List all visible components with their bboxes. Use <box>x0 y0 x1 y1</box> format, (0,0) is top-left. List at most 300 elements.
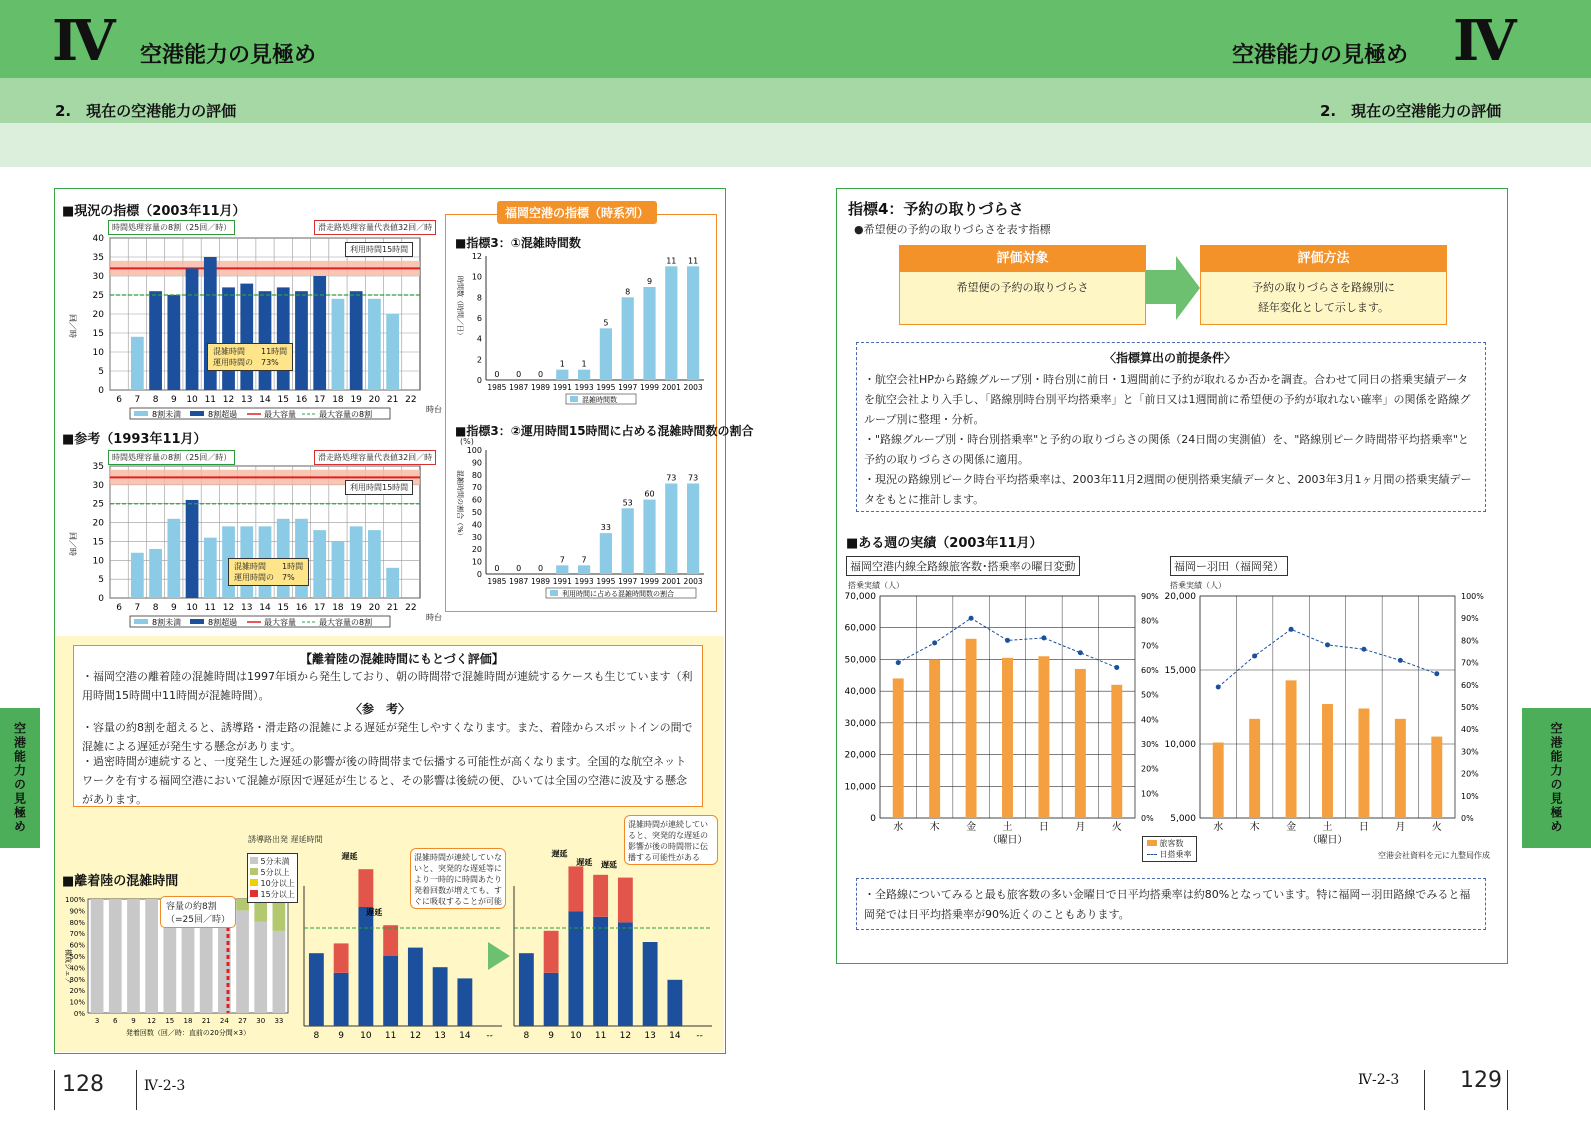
x-tick-label: 15 <box>277 395 289 405</box>
x-tick-label: 9 <box>170 395 177 405</box>
base-bar <box>408 948 423 1026</box>
data-label: 60 <box>644 489 655 499</box>
y-tick-label: 70 <box>471 483 482 493</box>
passenger-bar <box>1213 743 1224 818</box>
bar <box>167 295 180 390</box>
chapter-title-right: 空港能力の見極め <box>1232 43 1409 68</box>
legend-under: 8割未満 <box>152 410 182 419</box>
tag-capacity80-1993: 時間処理容量の8割（25回／時） <box>108 450 235 465</box>
x-tick-label: 9 <box>548 1031 554 1041</box>
delay-label: 遅延 <box>341 852 358 862</box>
x-tick-label: 水 <box>893 822 904 833</box>
x-tick-label: 1995 <box>596 577 616 586</box>
bar <box>556 370 568 380</box>
legend-swatch-under <box>134 619 148 624</box>
method-head: 評価方法 <box>1201 246 1446 272</box>
method-body-2: 経年変化として示します。 <box>1257 301 1390 314</box>
data-label: 1 <box>581 359 587 369</box>
data-label: 5 <box>603 318 609 328</box>
congestion-note-2003-a: 混雑時間 11時間 <box>213 347 288 356</box>
load-factor-point <box>1005 638 1010 643</box>
y-tick-label: 20% <box>69 987 85 996</box>
bar <box>149 549 162 598</box>
y-tick-label: 20 <box>471 545 482 555</box>
x-tick-label: 14 <box>259 603 271 613</box>
load-factor-point <box>1434 671 1439 676</box>
y-tick-label: 0 <box>98 594 104 604</box>
bar <box>578 565 590 574</box>
legend-swatch-over <box>190 411 204 416</box>
y-tick-label: 12 <box>471 252 482 261</box>
bar <box>350 526 363 598</box>
x-tick-label: 木 <box>1249 822 1260 833</box>
delay-label: 遅延 <box>576 857 593 867</box>
y2-tick-label: 10% <box>1461 791 1479 801</box>
bar <box>622 297 634 380</box>
passenger-bar <box>1075 669 1086 818</box>
delay-label: 遅延 <box>366 908 383 918</box>
method-body <box>1201 272 1446 324</box>
x-tick-label: 1993 <box>574 577 594 586</box>
x-tick-label: 10 <box>186 395 198 405</box>
premise-1: ・航空会社HPから路線グループ別・時台別に前日・1週間前に予約が取れるか否かを調査。合わせて同日の搭乗実績データを航空会社より入手し、「路線別時台別平均搭乗率」と「前日又は1週間前に希望便の予約が取れない確率」の関係を路線グループ別に整理・分析。 <box>864 373 1471 426</box>
x-tick-label: 1985 <box>487 383 507 392</box>
x-tick-label: 月 <box>1395 822 1406 833</box>
legend-under: 8割未満 <box>152 618 182 627</box>
stacked-bar <box>91 899 104 1013</box>
page-code-left: Ⅳ-2-3 <box>144 1078 186 1094</box>
x-tick-label: 21 <box>386 603 399 613</box>
share-legend-2: 5分以上 <box>260 868 290 877</box>
x-tick-label: 2003 <box>683 577 703 586</box>
x-tick-label: 18 <box>183 1017 193 1025</box>
data-label: 0 <box>537 370 544 379</box>
y-tick-label: 15 <box>92 537 104 548</box>
weekday-legend <box>1142 836 1197 862</box>
bar <box>332 541 345 598</box>
x-tick-label: 17 <box>313 603 326 613</box>
footer-divider-d <box>1507 1070 1508 1110</box>
x-tick-label: -- <box>696 1031 703 1041</box>
target-body: 希望便の予約の取りづらさ <box>900 272 1145 324</box>
y-tick-label: 70% <box>69 930 85 939</box>
y-tick-label: 25 <box>92 499 104 510</box>
y-tick-label: 40,000 <box>844 687 876 698</box>
load-factor-point <box>1078 650 1083 655</box>
x-tick-label: 12 <box>409 1031 422 1041</box>
data-label: 11 <box>666 256 677 266</box>
x-tick-label: 10 <box>570 1031 582 1041</box>
y-tick-label: 50,000 <box>844 655 876 666</box>
x-tick-label: 8 <box>152 603 159 613</box>
y-tick-label: 15,000 <box>1164 666 1196 676</box>
data-label: 73 <box>688 473 699 483</box>
y-tick-label: 20 <box>92 518 104 529</box>
bar <box>350 291 363 390</box>
x-tick-label: 1985 <box>487 577 507 586</box>
load-factor-point <box>1325 642 1330 647</box>
y-tick-label: 30,000 <box>844 718 876 729</box>
chart-ind3-share <box>450 444 712 604</box>
data-label: 7 <box>559 555 565 565</box>
x-tick-label: 17 <box>313 395 326 405</box>
tag-capacity-2003: 滑走路処理容量代表値32回／時 <box>314 220 436 235</box>
eval-title: 【離着陸の混雑時間にもとづく評価】 <box>300 652 504 666</box>
x-tick-label: 1997 <box>618 383 638 392</box>
legend-over: 8割超過 <box>208 618 238 627</box>
passenger-bar <box>1322 704 1333 818</box>
data-label: 0 <box>537 564 544 573</box>
y-tick-label: 50% <box>69 953 85 961</box>
y-tick-label: 8 <box>476 293 482 303</box>
y-tick-label: 10 <box>92 348 104 358</box>
bar <box>332 299 345 390</box>
x-tick-label: 8 <box>152 395 159 405</box>
y2-tick-label: 60% <box>1461 680 1479 690</box>
x-tick-label: 9 <box>131 1017 136 1025</box>
flow-arrow-shaft <box>1146 270 1176 304</box>
y-tick-label: 10% <box>69 998 85 1007</box>
bar <box>149 291 162 390</box>
y2-tick-label: 30% <box>1141 740 1159 749</box>
bar <box>578 370 590 380</box>
y-axis-label: 構成シェア <box>64 949 72 984</box>
share-legend-title: 誘導路出発 遅延時間 <box>248 835 323 844</box>
stacked-bar <box>109 899 122 1013</box>
y2-tick-label: 20% <box>1141 764 1159 774</box>
x-tick-label: 13 <box>241 603 253 613</box>
y-tick-label: 90 <box>471 458 482 468</box>
data-label: 0 <box>516 564 522 573</box>
y-tick-label: 70,000 <box>844 592 876 602</box>
data-label: 73 <box>666 473 677 483</box>
x-tick-label: 20 <box>368 395 381 405</box>
bar <box>240 284 253 390</box>
base-bar <box>667 980 682 1026</box>
chart-current-2003 <box>62 232 442 422</box>
chart-delay-illust-b <box>508 849 720 1045</box>
x-tick-label: 13 <box>434 1031 446 1041</box>
premise-title: 〈指標算出の前提条件〉 <box>1104 351 1237 365</box>
y-tick-label: 4 <box>476 334 482 344</box>
y-tick-label: 60% <box>69 941 85 950</box>
eval-para-2: ・容量の約8割を超えると、誘導路・滑走路の混雑による遅延が発生しやすくなります。また、着陸からスポットインの間で混雑による遅延が発生する懸念があります。 <box>82 721 693 753</box>
capacity-note-b: （=25回／時） <box>166 915 230 925</box>
callout-not-continuous: 混雑時間が連続していないと、突発的な遅延等により一時的に時間あたり発着回数が増えても、すぐに吸収することが可能 <box>410 848 506 909</box>
legend-cap: 最大容量 <box>264 410 296 419</box>
bar <box>386 568 399 598</box>
y-tick-label: 100 <box>466 446 482 455</box>
base-bar <box>593 917 608 1026</box>
ind4-title: 指標4：予約の取りづらさ <box>848 200 1024 218</box>
x-tick-label: 金 <box>966 822 977 833</box>
chart-b-yleft-label: 搭乗実績（人） <box>1170 581 1226 590</box>
premise-3: ・現況の路線別ピーク時台平均搭乗率は、2003年11月2週間の便別搭乗実績データと、2003年3月1ヶ月間の搭乗実績データをもとに推計します。 <box>864 473 1472 506</box>
y-tick-label: 100% <box>64 896 85 904</box>
section-subtitle-left: 2. 現在の空港能力の評価 <box>55 102 237 120</box>
bar <box>643 500 655 574</box>
x-tick-label: 10 <box>360 1031 372 1041</box>
bar <box>259 291 272 390</box>
y2-tick-label: 60% <box>1141 666 1159 675</box>
congestion-note-1993-a: 混雑時間 1時間 <box>234 562 304 571</box>
ind4-subtitle: ●希望便の予約の取りづらさを表す指標 <box>854 223 1051 236</box>
x-axis-label: （曜日） <box>987 835 1028 846</box>
bar <box>368 530 381 598</box>
x-tick-label: -- <box>486 1031 493 1041</box>
page-number-right: 129 <box>1460 1068 1502 1093</box>
y-tick-label: 5,000 <box>1170 814 1196 824</box>
x-tick-label: 13 <box>241 395 253 405</box>
x-tick-label: 14 <box>259 395 271 405</box>
x-tick-label: 11 <box>594 1031 607 1041</box>
load-factor-point <box>932 640 937 645</box>
x-tick-label: 日 <box>1038 822 1049 833</box>
x-tick-label: 3 <box>94 1017 100 1025</box>
timeseries-title: 福岡空港の指標（時系列） <box>497 201 657 224</box>
stacked-bar <box>236 910 249 1013</box>
x-tick-label: 1991 <box>552 577 572 586</box>
y-tick-label: 0 <box>476 376 482 385</box>
x-tick-label: 9 <box>170 603 177 613</box>
x-tick-label: 21 <box>386 395 399 405</box>
passenger-bar <box>1002 658 1013 818</box>
y2-tick-label: 90% <box>1141 592 1159 601</box>
x-tick-label: 19 <box>350 395 362 405</box>
x-tick-label: 火 <box>1111 822 1122 833</box>
header-spacer-band <box>0 123 1591 167</box>
y-tick-label: 20 <box>92 310 104 320</box>
x-tick-label: 33 <box>274 1017 284 1025</box>
x-tick-label: 30 <box>256 1017 266 1025</box>
y2-tick-label: 100% <box>1461 592 1484 601</box>
bar <box>131 553 144 598</box>
load-factor-point <box>1114 665 1119 670</box>
y-axis-label: 時間数（時間／日） <box>456 276 464 339</box>
x-tick-label: 15 <box>277 603 289 613</box>
chapter-roman-right: Ⅳ <box>1453 8 1517 74</box>
x-tick-label: 日 <box>1358 822 1369 833</box>
page-code-right: Ⅳ-2-3 <box>1358 1072 1400 1088</box>
chart-a-yleft-label: 搭乗実績（人） <box>848 581 904 590</box>
delay-bar <box>334 943 349 972</box>
y2-tick-label: 0% <box>1461 814 1474 823</box>
page-number-left: 128 <box>62 1072 104 1097</box>
footer-divider-b <box>136 1070 137 1110</box>
ind3-2-title: ■指標3：②運用時間15時間に占める混雑時間数の割合 <box>455 424 754 438</box>
delay-label: 遅延 <box>601 860 617 870</box>
legend-label: 利用時間に占める混雑時間数の割合 <box>562 590 674 598</box>
bar <box>167 519 180 598</box>
x-tick-label: 19 <box>350 603 362 613</box>
util-box-1993: 利用時間15時間 <box>345 480 413 495</box>
x-tick-label: 12 <box>147 1017 157 1025</box>
tag-capacity80-2003: 時間処理容量の8割（25回／時） <box>108 220 235 235</box>
x-tick-label: 木 <box>929 822 940 833</box>
load-factor-point <box>1289 627 1294 632</box>
x-tick-label: 10 <box>186 603 198 613</box>
x-tick-label: 8 <box>523 1031 530 1041</box>
eval-reference: 〈参 考〉 <box>350 702 411 716</box>
y-tick-label: 60,000 <box>844 623 876 634</box>
chapter-title-left: 空港能力の見極め <box>140 43 317 68</box>
footer-divider-c <box>1424 1070 1425 1110</box>
x-tick-label: 27 <box>238 1017 248 1025</box>
bar <box>295 291 308 390</box>
x-tick-label: 7 <box>134 603 141 613</box>
passenger-bar <box>1431 737 1442 818</box>
y-tick-label: 35 <box>92 253 104 263</box>
data-label: 0 <box>494 370 500 379</box>
y-tick-label: 2 <box>476 355 482 365</box>
x-tick-label: 6 <box>116 395 122 405</box>
x-tick-label: 火 <box>1431 822 1442 833</box>
ind3-2-unit: (%) <box>460 437 474 446</box>
legend-cap: 最大容量 <box>264 618 296 627</box>
y2-tick-label: 80% <box>1141 616 1159 626</box>
base-bar <box>334 973 349 1026</box>
x-tick-label: 土 <box>1322 822 1333 833</box>
y-tick-label: 10,000 <box>844 782 876 793</box>
delay-label: 遅延 <box>551 849 568 859</box>
x-tick-label: 1991 <box>552 383 572 392</box>
x-tick-label: 14 <box>459 1031 471 1041</box>
x-tick-label: 11 <box>204 603 217 613</box>
y2-tick-label: 70% <box>1461 658 1479 668</box>
bar <box>222 287 235 390</box>
data-label: 7 <box>581 555 587 565</box>
legend-load-factor: 日搭乗率 <box>1159 850 1192 859</box>
base-bar <box>519 953 534 1026</box>
congestion-note-2003 <box>207 343 293 371</box>
passenger-bar <box>1395 719 1406 818</box>
bar <box>313 530 326 598</box>
chart-a-title: 福岡空港内線全路線旅客数･搭乗率の曜日変動 <box>846 556 1080 576</box>
delay-bar <box>383 925 398 956</box>
y2-tick-label: 70% <box>1141 641 1159 651</box>
base-bar <box>433 967 448 1026</box>
bar <box>665 266 677 380</box>
x-tick-label: 1999 <box>639 383 660 392</box>
bar <box>665 483 677 574</box>
x-tick-label: 21 <box>201 1017 211 1025</box>
y-tick-label: 5 <box>98 575 104 586</box>
week-title: ■ある週の実績（2003年11月） <box>846 536 1043 551</box>
data-label: 33 <box>600 523 611 533</box>
x-tick-label: 1993 <box>574 383 594 392</box>
bar <box>131 337 144 390</box>
eval-para-1: ・福岡空港の離着陸の混雑時間は1997年頃から発生しており、朝の時間帯で混雑時間が連続するケースも生じています（利用時間15時間中11時間が混雑時間）。 <box>82 670 693 702</box>
x-tick-label: 18 <box>332 603 344 613</box>
legend-cap80: 最大容量の8割 <box>319 618 373 627</box>
y2-tick-label: 50% <box>1141 690 1159 700</box>
x-tick-label: 水 <box>1213 822 1224 833</box>
target-head: 評価対象 <box>900 246 1145 272</box>
y-tick-label: 30 <box>471 532 482 542</box>
stacked-bar <box>145 899 158 1013</box>
share-legend-3: 10分以上 <box>260 879 295 888</box>
delay-bar <box>593 875 608 917</box>
passenger-bar <box>929 659 940 818</box>
y2-tick-label: 0% <box>1141 814 1154 823</box>
y-tick-label: 0% <box>73 1010 85 1018</box>
eval-para-3: ・過密時間が連続すると、一度発生した遅延の影響が後の時間帯まで伝播する可能性が高くなります。全国的な航空ネットワークを有する福岡空港において混雑が原因で遅延が生じると、その影響は後続の便、ひいては全国の空港に波及する懸念があります。 <box>82 755 687 806</box>
data-label: 9 <box>646 277 653 286</box>
stacked-bar <box>254 922 267 1013</box>
x-tick-label: 金 <box>1286 822 1297 833</box>
passenger-bar <box>1249 719 1260 818</box>
util-box-2003: 利用時間15時間 <box>345 242 413 257</box>
x-tick-label: 1987 <box>509 577 529 586</box>
x-tick-label: 9 <box>338 1031 344 1041</box>
legend-swatch-over <box>190 619 204 624</box>
arrow-right-icon <box>488 942 510 970</box>
y-axis-label: 回／時 <box>68 314 77 338</box>
y-tick-label: 6 <box>476 314 482 323</box>
x-tick-label: 14 <box>669 1031 681 1041</box>
y-tick-label: 40 <box>92 234 104 244</box>
x-axis-label: （曜日） <box>1307 835 1348 846</box>
base-bar <box>358 907 373 1026</box>
y-tick-label: 20,000 <box>844 750 876 761</box>
load-factor-point <box>1361 647 1366 652</box>
base-bar <box>618 922 633 1026</box>
chart-weekday-all <box>840 586 1165 851</box>
callout-continuous: 混雑時間が連続していると、突発的な遅延の影響が後の時間帯に伝播する可能性がある <box>624 815 718 865</box>
y-tick-label: 20,000 <box>1164 592 1196 602</box>
load-factor-point <box>1252 653 1257 658</box>
y-tick-label: 25 <box>92 291 104 301</box>
delay-bar <box>358 869 373 907</box>
legend-swatch <box>570 396 578 402</box>
delay-bar <box>544 931 559 973</box>
x-tick-label: 18 <box>332 395 344 405</box>
congestion-note-2003-b: 運用時間の 73% <box>213 358 279 367</box>
chart-ind3-hours <box>450 250 712 410</box>
x-tick-label: 1987 <box>509 383 529 392</box>
ind3-1-title: ■指標3：①混雑時間数 <box>455 236 581 250</box>
congestion-note-1993-b: 運用時間の 7% <box>234 573 295 582</box>
legend-over: 8割超過 <box>208 410 238 419</box>
y2-tick-label: 40% <box>1141 715 1159 725</box>
x-tick-label: 20 <box>368 603 381 613</box>
x-tick-label: 15 <box>165 1017 175 1025</box>
bar <box>600 533 612 574</box>
x-axis-label: 発着回数（回／時：直前の20分間×3） <box>125 1029 251 1037</box>
y-tick-label: 30% <box>69 975 85 984</box>
y-tick-label: 80 <box>471 470 482 480</box>
x-tick-label: 12 <box>619 1031 632 1041</box>
chapter-roman-left: Ⅳ <box>52 8 116 74</box>
side-tab-left: 空港能力の見極め <box>0 708 40 848</box>
x-tick-label: 8 <box>313 1031 320 1041</box>
section-title-1993: ■参考（1993年11月） <box>62 432 207 447</box>
chart-weekday-haneda <box>1165 586 1505 851</box>
x-tick-label: 7 <box>134 395 141 405</box>
source-note: 空港会社資料を元に九整局作成 <box>1378 851 1490 860</box>
y-tick-label: 5 <box>98 367 104 377</box>
y-tick-label: 0 <box>98 386 104 396</box>
legend-swatch-under <box>134 411 148 416</box>
bar <box>386 314 399 390</box>
data-label: 0 <box>516 370 522 379</box>
x-tick-label: 1995 <box>596 383 616 392</box>
y-tick-label: 10 <box>471 272 482 282</box>
load-factor-point <box>1398 658 1403 663</box>
y-tick-label: 60 <box>471 495 482 505</box>
chart-b-title: 福岡ー羽田（福岡発） <box>1170 556 1288 576</box>
legend-swatch <box>550 590 558 596</box>
